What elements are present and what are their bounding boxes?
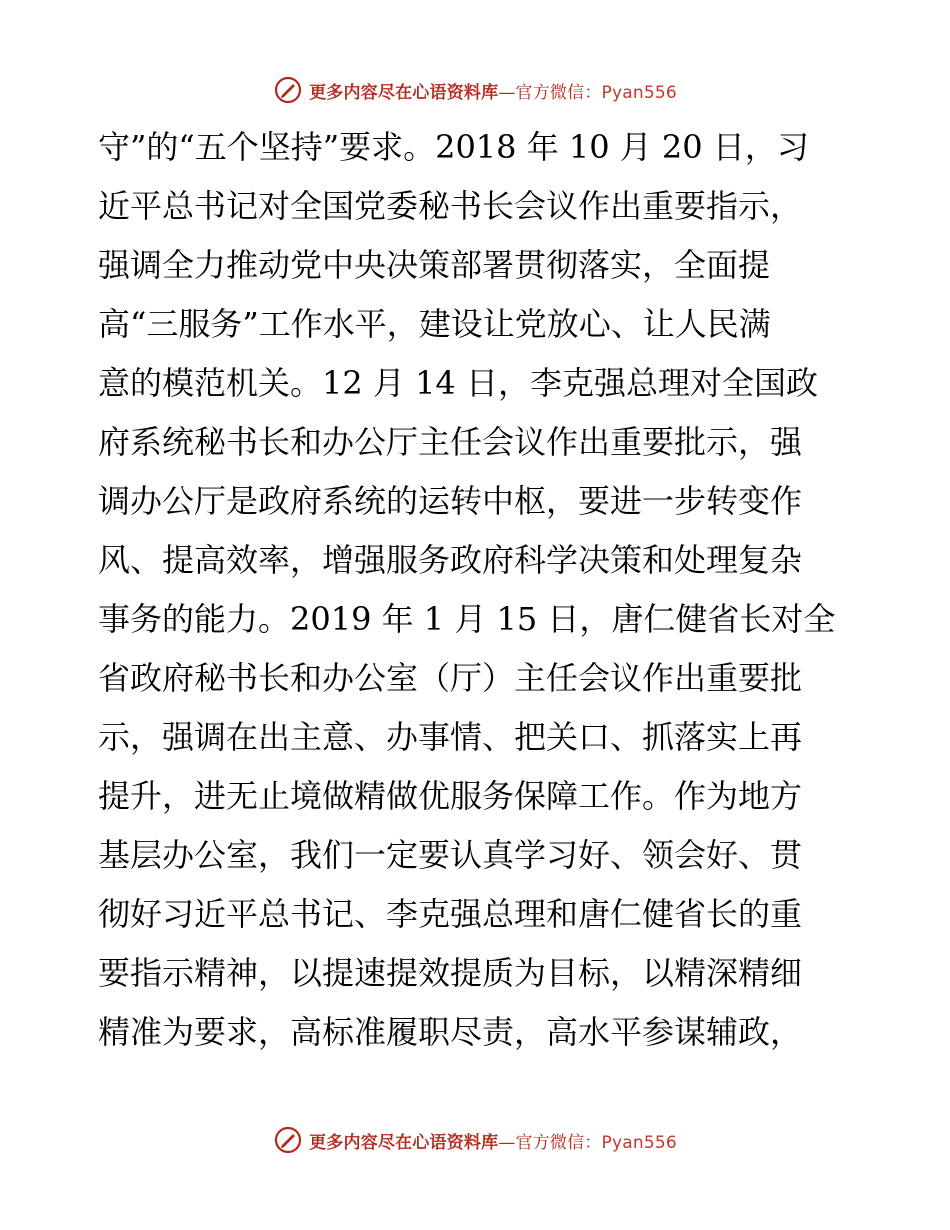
watermark-wechat-label: 官方微信： xyxy=(515,1132,602,1153)
watermark-handle: Pyan556 xyxy=(601,82,677,103)
watermark-dash: — xyxy=(498,1132,516,1153)
footer-watermark xyxy=(0,1123,950,1157)
text-line: 示，强调在出主意、办事情、把关口、抓落实上再 xyxy=(98,718,803,756)
watermark-text xyxy=(309,78,677,103)
text-line: 守”的“五个坚持”要求。2018 年 10 月 20 日，习 xyxy=(98,128,809,166)
text-line: 风、提高效率，增强服务政府科学决策和处理复杂 xyxy=(98,541,803,579)
text-line: 要指示精神，以提速提效提质为目标，以精深精细 xyxy=(98,954,803,992)
document-body xyxy=(98,118,858,1062)
text-line: 基层办公室，我们一定要认真学习好、领会好、贯 xyxy=(98,836,803,874)
watermark-wechat-label: 官方微信： xyxy=(515,82,602,103)
text-line: 提升，进无止境做精做优服务保障工作。作为地方 xyxy=(98,777,803,815)
text-line: 意的模范机关。12 月 14 日，李克强总理对全国政 xyxy=(98,364,818,402)
watermark-text xyxy=(309,1128,677,1153)
watermark-label: 更多内容尽在心语资料库 xyxy=(309,1132,499,1153)
watermark-label: 更多内容尽在心语资料库 xyxy=(309,82,499,103)
watermark-handle: Pyan556 xyxy=(601,1132,677,1153)
text-line: 精准为要求，高标准履职尽责，高水平参谋辅政， xyxy=(98,1013,803,1051)
text-line: 府系统秘书长和办公厅主任会议作出重要批示，强 xyxy=(98,423,803,461)
watermark-dash: — xyxy=(498,82,516,103)
text-line: 调办公厅是政府系统的运转中枢，要进一步转变作 xyxy=(98,482,803,520)
text-line: 强调全力推动党中央决策部署贯彻落实，全面提 xyxy=(98,246,771,284)
text-line: 事务的能力。2019 年 1 月 15 日，唐仁健省长对全 xyxy=(98,600,836,638)
text-line: 近平总书记对全国党委秘书长会议作出重要指示， xyxy=(98,187,803,225)
pen-logo-icon xyxy=(273,1125,303,1155)
text-line: 省政府秘书长和办公室（厅）主任会议作出重要批 xyxy=(98,659,803,697)
text-line: 彻好习近平总书记、李克强总理和唐仁健省长的重 xyxy=(98,895,803,933)
text-line: 高“三服务”工作水平，建设让党放心、让人民满 xyxy=(98,305,771,343)
header-watermark xyxy=(0,73,950,107)
pen-logo-icon xyxy=(273,75,303,105)
